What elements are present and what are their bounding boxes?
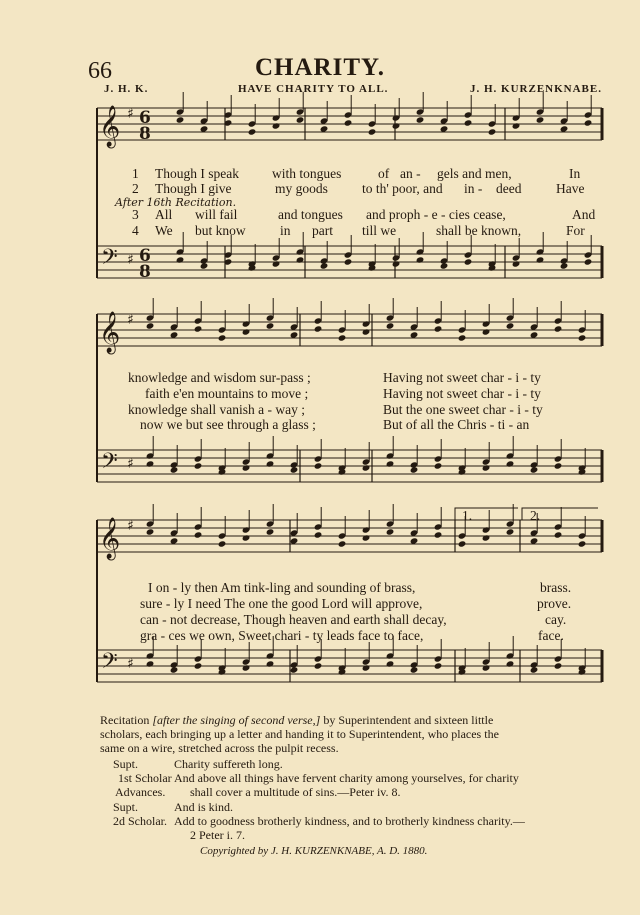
dialogue-line: And is kind. bbox=[174, 800, 234, 814]
note-head bbox=[584, 119, 593, 126]
note-head bbox=[368, 128, 377, 135]
lyric-line: faith e'en mountains to move ; bbox=[145, 386, 309, 401]
lyric-word: till we bbox=[362, 223, 397, 238]
dialogue-line: Add to goodness brotherly kindness, and to brotherly kindness charity.— bbox=[174, 814, 525, 828]
lyric-word: shall be known, bbox=[436, 223, 522, 238]
note-head bbox=[242, 664, 251, 671]
note-head bbox=[506, 460, 515, 467]
note-head bbox=[146, 322, 155, 329]
clef-symbol: 𝄢 bbox=[101, 245, 118, 275]
note-head bbox=[296, 256, 305, 263]
note-head bbox=[176, 116, 185, 123]
note-head bbox=[506, 528, 515, 535]
lyric-line: gra - ces we own, Sweet chari - ty leads face to face, bbox=[140, 628, 424, 643]
recitation-intro-line3: same on a wire, stretched across the pulpit recess. bbox=[100, 741, 339, 755]
note-head bbox=[530, 666, 539, 673]
note-head bbox=[290, 466, 299, 473]
composer-name: J. H. KURZENKNABE. bbox=[470, 83, 602, 95]
speaker-label: 1st Scholar bbox=[118, 771, 172, 785]
note-head bbox=[440, 262, 449, 269]
lyric-line: Having not sweet char - i - ty bbox=[383, 370, 541, 385]
note-head bbox=[530, 466, 539, 473]
key-signature-sharp: ♯ bbox=[127, 106, 134, 122]
note-head bbox=[554, 325, 563, 332]
note-head bbox=[386, 460, 395, 467]
note-head bbox=[458, 334, 467, 341]
lyric-word: with tongues bbox=[272, 166, 342, 181]
speaker-label: 2d Scholar. bbox=[113, 814, 167, 828]
lyric-word: of bbox=[378, 166, 390, 181]
note-head bbox=[458, 540, 467, 547]
lyric-line: sure - ly I need The one the good Lord will approve, bbox=[140, 596, 423, 611]
note-head bbox=[314, 325, 323, 332]
note-head bbox=[482, 464, 491, 471]
lyric-word: All bbox=[155, 207, 173, 222]
key-signature-sharp: ♯ bbox=[127, 518, 134, 534]
lyric-line: I on - ly then Am tink-ling and sounding of brass, bbox=[148, 580, 416, 595]
note-head bbox=[362, 664, 371, 671]
page-title: CHARITY. bbox=[254, 54, 386, 81]
note-head bbox=[536, 256, 545, 263]
time-signature: 8 bbox=[139, 262, 151, 282]
note-head bbox=[362, 464, 371, 471]
note-head bbox=[176, 256, 185, 263]
note-head bbox=[242, 328, 251, 335]
lyricist-initials: J. H. K. bbox=[104, 83, 149, 95]
note-head bbox=[266, 660, 275, 667]
lyric-line: knowledge and wisdom sur-pass ; bbox=[128, 370, 311, 385]
recitation-label: Recitation bbox=[100, 713, 150, 727]
note-head bbox=[386, 322, 395, 329]
note-head bbox=[242, 464, 251, 471]
copyright-notice: Copyrighted by J. H. KURZENKNABE, A. D. 1880. bbox=[200, 845, 428, 857]
note-head bbox=[434, 662, 443, 669]
note-head bbox=[578, 334, 587, 341]
note-head bbox=[146, 528, 155, 535]
note-head bbox=[482, 328, 491, 335]
note-head bbox=[194, 462, 203, 469]
note-head bbox=[512, 122, 521, 129]
note-head bbox=[338, 540, 347, 547]
lyric-word: an - bbox=[400, 166, 421, 181]
note-head bbox=[314, 462, 323, 469]
clef-symbol: 𝄢 bbox=[101, 449, 118, 479]
note-head bbox=[416, 116, 425, 123]
recitation-marker: After 16th Recitation. bbox=[115, 196, 237, 209]
note-head bbox=[146, 660, 155, 667]
note-head bbox=[296, 116, 305, 123]
time-signature: 6 bbox=[139, 246, 151, 266]
lyric-word: to th' poor, and bbox=[362, 181, 443, 196]
speaker-label: Supt. bbox=[113, 800, 139, 814]
note-head bbox=[248, 128, 257, 135]
note-head bbox=[194, 531, 203, 538]
note-head bbox=[464, 119, 473, 126]
hymn-subtitle: HAVE CHARITY TO ALL. bbox=[238, 83, 389, 95]
note-head bbox=[194, 325, 203, 332]
note-head bbox=[200, 262, 209, 269]
verse-number: 3 bbox=[132, 207, 139, 222]
note-head bbox=[560, 262, 569, 269]
note-head bbox=[584, 258, 593, 265]
note-head bbox=[464, 258, 473, 265]
lyric-word: deed bbox=[496, 181, 522, 196]
recitation-intro bbox=[100, 713, 493, 728]
recitation-intro-rest: by Superintendent and sixteen little bbox=[323, 713, 494, 727]
note-head bbox=[146, 460, 155, 467]
note-head bbox=[554, 531, 563, 538]
note-head bbox=[554, 462, 563, 469]
note-head bbox=[290, 666, 299, 673]
time-signature: 8 bbox=[139, 124, 151, 144]
note-head bbox=[386, 528, 395, 535]
lyric-word: Though I give bbox=[155, 181, 232, 196]
note-head bbox=[170, 466, 179, 473]
note-head bbox=[512, 260, 521, 267]
lyric-line: cay. bbox=[545, 612, 567, 627]
scripture-reference: 2 Peter i. 7. bbox=[190, 828, 245, 842]
recitation-instruction: [after the singing of second verse,] bbox=[152, 713, 321, 727]
clef-symbol: 𝄞 bbox=[99, 106, 121, 147]
lyric-line: Having not sweet char - i - ty bbox=[383, 386, 541, 401]
note-head bbox=[362, 534, 371, 541]
key-signature-sharp: ♯ bbox=[127, 656, 134, 672]
note-head bbox=[392, 122, 401, 129]
note-head bbox=[272, 260, 281, 267]
note-head bbox=[272, 122, 281, 129]
lyric-word: my goods bbox=[275, 181, 328, 196]
lyric-line: But the one sweet char - i - ty bbox=[383, 402, 543, 417]
note-head bbox=[266, 460, 275, 467]
lyric-word: part bbox=[312, 223, 333, 238]
note-head bbox=[314, 531, 323, 538]
lyric-line: brass. bbox=[540, 580, 572, 595]
clef-symbol: 𝄞 bbox=[99, 518, 121, 559]
note-head bbox=[362, 328, 371, 335]
note-head bbox=[482, 534, 491, 541]
note-head bbox=[482, 664, 491, 671]
lyric-word: gels and men, bbox=[437, 166, 512, 181]
lyric-word: And bbox=[572, 207, 596, 222]
note-head bbox=[344, 258, 353, 265]
note-head bbox=[434, 325, 443, 332]
dialogue-line: shall cover a multitude of sins.—Peter iv. 8. bbox=[190, 785, 401, 799]
key-signature-sharp: ♯ bbox=[127, 456, 134, 472]
dialogue-line: Charity suffereth long. bbox=[174, 757, 283, 771]
note-head bbox=[416, 256, 425, 263]
lyric-line: now we but see through a glass ; bbox=[140, 417, 316, 432]
lyric-word: In bbox=[569, 166, 581, 181]
verse-number: 4 bbox=[132, 223, 139, 238]
note-head bbox=[434, 462, 443, 469]
note-head bbox=[434, 531, 443, 538]
note-head bbox=[554, 662, 563, 669]
note-head bbox=[506, 660, 515, 667]
lyric-word: will fail bbox=[195, 207, 238, 222]
recitation-intro-line2: scholars, each bringing up a letter and handing it to Superintendent, who places the bbox=[100, 727, 499, 741]
note-head bbox=[386, 660, 395, 667]
note-head bbox=[338, 334, 347, 341]
note-head bbox=[170, 666, 179, 673]
lyric-word: For bbox=[566, 223, 585, 238]
note-head bbox=[314, 662, 323, 669]
verse-number: 1 bbox=[132, 166, 139, 181]
lyric-word: but know bbox=[195, 223, 246, 238]
note-head bbox=[536, 116, 545, 123]
note-head bbox=[242, 534, 251, 541]
note-head bbox=[578, 540, 587, 547]
second-ending-label: 2. bbox=[530, 508, 541, 523]
note-head bbox=[410, 666, 419, 673]
lyric-line: can - not decrease, Though heaven and earth shall decay, bbox=[140, 612, 447, 627]
lyric-line: face. bbox=[538, 628, 564, 643]
lyric-word: Though I speak bbox=[155, 166, 239, 181]
note-head bbox=[410, 466, 419, 473]
note-head bbox=[344, 119, 353, 126]
lyric-line: knowledge shall vanish a - way ; bbox=[128, 402, 305, 417]
speaker-label: Supt. bbox=[113, 757, 139, 771]
key-signature-sharp: ♯ bbox=[127, 252, 134, 268]
key-signature-sharp: ♯ bbox=[127, 312, 134, 328]
note-head bbox=[194, 662, 203, 669]
lyric-word: and tongues bbox=[278, 207, 343, 222]
lyric-word: and proph - e - cies cease, bbox=[366, 207, 506, 222]
verse-number: 2 bbox=[132, 181, 139, 196]
lyric-line: prove. bbox=[537, 596, 572, 611]
lyric-word: in - bbox=[464, 181, 483, 196]
note-head bbox=[506, 322, 515, 329]
clef-symbol: 𝄞 bbox=[99, 312, 121, 353]
lyric-word: We bbox=[155, 223, 173, 238]
lyric-word: in bbox=[280, 223, 291, 238]
dialogue-line: And above all things have fervent charity among yourselves, for charity bbox=[174, 771, 519, 785]
note-head bbox=[392, 260, 401, 267]
note-head bbox=[266, 322, 275, 329]
time-signature: 6 bbox=[139, 108, 151, 128]
lyric-word: Have bbox=[556, 181, 585, 196]
page-number: 66 bbox=[88, 58, 112, 84]
note-head bbox=[488, 128, 497, 135]
first-ending-label: 1. bbox=[462, 508, 473, 523]
note-head bbox=[266, 528, 275, 535]
clef-symbol: 𝄢 bbox=[101, 649, 118, 679]
lyric-line: But of all the Chris - ti - an bbox=[383, 417, 530, 432]
note-head bbox=[218, 540, 227, 547]
note-head bbox=[320, 262, 329, 269]
note-head bbox=[218, 334, 227, 341]
speaker-label: Advances. bbox=[115, 785, 166, 799]
